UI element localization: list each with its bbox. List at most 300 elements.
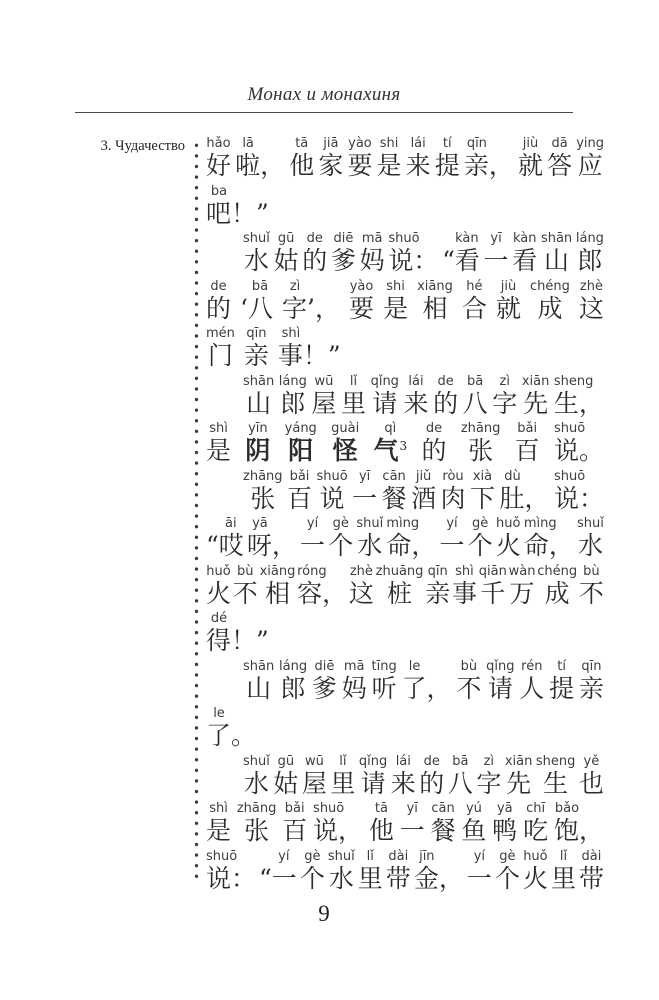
hanzi-text: 这: [348, 578, 374, 608]
hanzi-text: 是: [206, 816, 232, 845]
ruby-unit: [287, 469, 312, 514]
text-line: [206, 849, 604, 894]
pinyin-annotation: shuǐ: [327, 848, 355, 864]
hanzi-text: 八: [462, 388, 488, 418]
ruby-unit: [448, 754, 473, 799]
hanzi-text: 不: [456, 673, 482, 703]
ruby-unit: [342, 659, 367, 704]
pinyin-annotation: lǐ: [349, 373, 358, 389]
hanzi-text: 是: [383, 293, 409, 323]
hanzi-text: 水: [243, 246, 269, 275]
ruby-unit: [470, 469, 495, 514]
ruby-unit: [331, 231, 356, 276]
ruby-unit: [360, 231, 385, 276]
ruby-unit: [282, 801, 307, 846]
pinyin-annotation: lái: [410, 136, 426, 151]
ruby-unit: [524, 516, 574, 561]
pinyin-annotation: gū: [277, 753, 295, 769]
ruby-unit: [328, 516, 353, 561]
text-column: [206, 136, 604, 896]
ruby-unit: [486, 659, 514, 704]
hanzi-text: 啦，: [235, 151, 286, 180]
pinyin-annotation: xiān: [521, 373, 550, 389]
pinyin-annotation: dā: [551, 136, 568, 151]
pinyin-annotation: wū: [304, 753, 324, 769]
pinyin-annotation: bǎi: [284, 801, 305, 816]
ruby-unit: [509, 564, 536, 609]
pinyin-annotation: qīn: [581, 658, 602, 674]
header-rule: [75, 112, 573, 113]
hanzi-text: 爹: [311, 673, 337, 703]
ruby-unit: [442, 231, 480, 276]
ruby-unit: [419, 754, 444, 799]
hanzi-text: 先: [523, 388, 549, 418]
pinyin-annotation: qīn: [466, 136, 487, 151]
hanzi-text: 吧！”: [206, 198, 269, 228]
pinyin-annotation: shuǐ: [356, 516, 384, 531]
ruby-unit: [206, 326, 235, 371]
ruby-unit: [377, 136, 402, 181]
ruby-unit: [243, 231, 270, 276]
pinyin-annotation: mén: [206, 326, 235, 341]
text-line: [206, 136, 604, 181]
ruby-unit: [243, 469, 283, 514]
ruby-unit: [579, 279, 604, 324]
pinyin-annotation: yī: [358, 468, 371, 484]
hanzi-text: 人: [519, 673, 545, 703]
pinyin-annotation: ba: [210, 183, 228, 199]
pinyin-annotation: shì: [455, 563, 474, 579]
text-line: [206, 801, 604, 846]
ruby-unit: [302, 754, 327, 799]
hanzi-text: 百: [514, 436, 540, 465]
hanzi-text: 相: [422, 293, 448, 323]
hanzi-text: 说：: [388, 246, 439, 275]
hanzi-text: 事: [451, 578, 477, 608]
hanzi-text: 要: [349, 293, 375, 323]
hanzi-text: 鱼: [461, 816, 487, 845]
ruby-unit: [421, 421, 446, 466]
ruby-unit: [402, 659, 452, 704]
pinyin-annotation: lǐ: [559, 848, 568, 864]
pinyin-annotation: jiā: [323, 136, 339, 151]
hanzi-text: 合: [461, 293, 487, 323]
ruby-unit: [297, 564, 347, 609]
hanzi-text: 万: [509, 578, 535, 608]
hanzi-text: 水: [577, 531, 603, 560]
pinyin-annotation: bǎi: [289, 468, 310, 484]
ruby-unit: [311, 374, 336, 419]
pinyin-annotation: láng: [279, 658, 308, 674]
hanzi-text: 水: [243, 768, 269, 798]
hanzi-text: 了，: [401, 673, 452, 703]
pinyin-annotation: láng: [278, 373, 307, 389]
ruby-unit: [523, 801, 548, 846]
pinyin-annotation: yáng: [284, 421, 317, 436]
hanzi-text: 肉: [440, 483, 466, 513]
hanzi-text: 说。: [553, 436, 604, 465]
ruby-unit: [462, 279, 487, 324]
hanzi-text: 应: [577, 151, 603, 180]
ruby-unit: [579, 659, 604, 704]
ruby-unit: [206, 564, 231, 609]
pinyin-annotation: cān: [382, 468, 406, 484]
ruby-unit: [554, 374, 604, 419]
ruby-unit: [383, 279, 408, 324]
pinyin-annotation: wū: [314, 373, 334, 389]
pinyin-annotation: huǒ: [206, 563, 231, 579]
ruby-unit: [512, 231, 537, 276]
pinyin-annotation: yí: [278, 848, 290, 864]
pinyin-annotation: bù: [460, 658, 478, 674]
pinyin-annotation: mā: [361, 231, 383, 246]
hanzi-text: 爹: [330, 246, 356, 275]
pinyin-annotation: qīn: [427, 563, 448, 579]
hanzi-text: 气$^3$: [373, 436, 408, 465]
hanzi-text: 说：: [553, 483, 604, 513]
ruby-unit: [382, 469, 407, 514]
text-line: [206, 564, 604, 609]
ruby-unit: [206, 184, 269, 229]
hanzi-text: 屋: [311, 388, 337, 418]
hanzi-text: 亲: [425, 578, 451, 608]
hanzi-text: 请: [372, 388, 398, 418]
pinyin-annotation: shì: [209, 801, 228, 816]
ruby-unit: [522, 374, 550, 419]
hanzi-text: 张: [468, 436, 494, 465]
ruby-unit: [519, 659, 544, 704]
pinyin-annotation: xiāng: [259, 563, 296, 579]
pinyin-annotation: shān: [243, 658, 275, 674]
ruby-unit: [247, 516, 297, 561]
hanzi-text: 张: [250, 483, 276, 513]
pinyin-annotation: shuǐ: [243, 231, 270, 246]
hanzi-text: 相: [264, 578, 290, 608]
hanzi-text: 的: [433, 388, 459, 418]
hanzi-text: 个: [494, 863, 520, 893]
ruby-unit: [433, 374, 458, 419]
pinyin-annotation: xià: [472, 468, 493, 484]
pinyin-annotation: sheng: [535, 753, 576, 769]
pinyin-annotation: zhuāng: [375, 563, 424, 579]
dotted-divider: [194, 140, 199, 882]
hanzi-text: 妈: [341, 673, 367, 703]
ruby-unit: [374, 421, 408, 466]
hanzi-text: 好: [206, 151, 232, 180]
ruby-unit: [376, 564, 424, 609]
pinyin-annotation: lái: [408, 373, 424, 389]
ruby-unit: [341, 374, 366, 419]
pinyin-annotation: yí: [306, 516, 319, 531]
ruby-unit: [352, 469, 377, 514]
hanzi-text: ‘八: [240, 293, 273, 323]
pinyin-annotation: bā: [452, 753, 469, 769]
ruby-unit: [554, 469, 604, 514]
hanzi-text: 水: [357, 531, 383, 560]
pinyin-annotation: mā: [343, 658, 365, 674]
hanzi-text: 怪: [332, 436, 358, 465]
ruby-unit: [259, 849, 297, 894]
pinyin-annotation: le: [213, 706, 225, 721]
ruby-unit: [515, 421, 540, 466]
ruby-unit: [476, 754, 501, 799]
ruby-unit: [463, 374, 488, 419]
pinyin-annotation: zhāng: [460, 421, 501, 436]
ruby-unit: [331, 421, 359, 466]
ruby-unit: [273, 754, 298, 799]
hanzi-text: 里: [357, 863, 383, 893]
ruby-unit: [318, 136, 343, 181]
pinyin-annotation: dé: [210, 611, 228, 626]
ruby-unit: [456, 659, 481, 704]
text-line: [206, 516, 604, 561]
pinyin-annotation: shì: [209, 421, 228, 436]
pinyin-annotation: xiān: [504, 753, 533, 769]
hanzi-text: 生: [543, 768, 569, 798]
pinyin-annotation: shuō: [316, 468, 348, 484]
ruby-unit: [391, 754, 416, 799]
ruby-unit: [464, 136, 514, 181]
pinyin-annotation: shuō: [388, 231, 420, 246]
hanzi-text: 不: [232, 578, 258, 608]
ruby-unit: [461, 421, 501, 466]
pinyin-annotation: ying: [576, 136, 604, 151]
ruby-unit: [549, 659, 574, 704]
ruby-unit: [282, 279, 340, 324]
ruby-unit: [206, 421, 231, 466]
pinyin-annotation: bǎi: [517, 421, 538, 436]
text-line: [206, 374, 604, 419]
ruby-unit: [347, 136, 372, 181]
ruby-unit: [576, 231, 604, 276]
ruby-unit: [554, 801, 604, 846]
ruby-unit: [468, 516, 493, 561]
hanzi-text: 山: [246, 388, 272, 418]
hanzi-text: 容，: [297, 578, 348, 608]
ruby-unit: [349, 564, 374, 609]
ruby-unit: [452, 564, 477, 609]
pinyin-annotation: gè: [499, 848, 516, 864]
hanzi-text: 个: [467, 531, 493, 560]
pinyin-annotation: yā: [496, 801, 513, 816]
ruby-unit: [495, 849, 520, 894]
ruby-unit: [330, 754, 355, 799]
hanzi-text: 说: [319, 483, 345, 513]
hanzi-text: 餐: [381, 483, 407, 513]
pinyin-annotation: shi: [386, 278, 405, 294]
ruby-unit: [411, 469, 436, 514]
pinyin-annotation: kàn: [455, 231, 479, 246]
ruby-unit: [400, 801, 425, 846]
pinyin-annotation: sheng: [553, 373, 594, 389]
hanzi-text: 的: [206, 293, 232, 323]
pinyin-annotation: xiāng: [417, 278, 453, 294]
ruby-unit: [302, 231, 327, 276]
hanzi-text: 鸭: [492, 816, 518, 845]
ruby-unit: [499, 469, 549, 514]
pinyin-annotation: shi: [379, 136, 399, 151]
hanzi-text: 桩: [387, 578, 413, 608]
pinyin-annotation: yú: [465, 801, 482, 816]
text-line: [206, 279, 604, 324]
pinyin-annotation: tí: [442, 136, 452, 151]
ruby-unit: [579, 564, 604, 609]
pinyin-annotation: qǐng: [486, 658, 515, 674]
pinyin-annotation: shān: [243, 373, 275, 389]
pinyin-annotation: lǐ: [366, 848, 374, 864]
pinyin-annotation: yī: [490, 231, 502, 246]
hanzi-text: 门: [207, 341, 233, 370]
pinyin-annotation: gè: [304, 848, 321, 864]
ruby-unit: [359, 754, 387, 799]
hanzi-text: “一: [259, 863, 297, 893]
pinyin-annotation: lǐ: [339, 753, 347, 769]
pinyin-annotation: zì: [289, 278, 301, 294]
pinyin-annotation: dài: [388, 848, 409, 864]
ruby-unit: [274, 231, 299, 276]
hanzi-text: 不: [578, 578, 604, 608]
hanzi-text: 了。: [206, 721, 257, 750]
hanzi-text: 酒: [411, 483, 437, 513]
hanzi-text: 一: [399, 816, 425, 845]
pinyin-annotation: gè: [332, 516, 349, 531]
hanzi-text: 里: [341, 388, 367, 418]
pinyin-annotation: yā: [252, 516, 268, 531]
hanzi-text: 饱，: [553, 816, 604, 845]
pinyin-annotation: yī: [406, 801, 418, 816]
pinyin-annotation: chī: [526, 801, 546, 816]
pinyin-annotation: āi: [224, 516, 237, 531]
hanzi-text: 下: [470, 483, 496, 513]
text-line: [206, 421, 604, 466]
hanzi-text: 八: [447, 768, 473, 798]
pinyin-annotation: diē: [333, 231, 354, 246]
pinyin-annotation: hǎo: [206, 136, 231, 151]
ruby-unit: [492, 374, 517, 419]
hanzi-text: 事！”: [277, 341, 341, 370]
hanzi-text: 请: [487, 673, 513, 703]
pinyin-annotation: de: [425, 421, 443, 436]
ruby-unit: [358, 849, 383, 894]
hanzi-text: 山: [246, 673, 272, 703]
ruby-unit: [316, 469, 347, 514]
ruby-unit: [279, 374, 307, 419]
pinyin-annotation: mìng: [386, 516, 420, 531]
pinyin-annotation: zì: [499, 373, 510, 389]
pinyin-annotation: zì: [483, 753, 495, 769]
pinyin-annotation: bù: [237, 563, 254, 579]
pinyin-annotation: zhè: [349, 563, 373, 579]
hanzi-text: 先: [506, 768, 532, 798]
pinyin-annotation: jiù: [522, 136, 539, 151]
hanzi-text: 千: [480, 578, 506, 608]
ruby-unit: [206, 849, 256, 894]
ruby-unit: [206, 706, 256, 751]
ruby-unit: [244, 326, 269, 371]
hanzi-text: 郎: [280, 388, 306, 418]
pinyin-annotation: diē: [314, 658, 335, 674]
pinyin-annotation: lā: [242, 136, 254, 151]
pinyin-annotation: huǒ: [523, 848, 548, 864]
hanzi-text: 是: [206, 436, 232, 465]
hanzi-text: 他: [289, 151, 315, 180]
hanzi-text: 姑: [273, 768, 299, 798]
ruby-unit: [492, 801, 517, 846]
ruby-unit: [576, 136, 604, 181]
margin-section-label: 3. Чудачество: [100, 138, 185, 154]
hanzi-text: 屋: [301, 768, 327, 798]
hanzi-text: 个: [299, 863, 325, 893]
running-head: [75, 84, 573, 113]
hanzi-text: 字: [492, 388, 518, 418]
hanzi-text: 水: [328, 863, 354, 893]
pinyin-annotation: rén: [521, 658, 543, 674]
pinyin-annotation: kàn: [513, 231, 537, 246]
hanzi-text: 带: [578, 863, 604, 893]
hanzi-text: 吃: [523, 816, 549, 845]
hanzi-text: 亲: [243, 341, 269, 370]
ruby-unit: [312, 659, 337, 704]
hanzi-text: 百: [282, 816, 308, 845]
hanzi-text: 家: [318, 151, 344, 180]
ruby-unit: [579, 754, 604, 799]
hanzi-text: 妈: [359, 246, 385, 275]
pinyin-annotation: cān: [431, 801, 455, 816]
hanzi-text: 火: [206, 578, 232, 608]
ruby-unit: [349, 279, 374, 324]
pinyin-annotation: de: [423, 753, 440, 769]
text-line: [206, 754, 604, 799]
ruby-unit: [206, 801, 231, 846]
pinyin-annotation: hé: [466, 278, 483, 294]
ruby-unit: [386, 849, 411, 894]
hanzi-text: 命，: [523, 531, 574, 560]
pinyin-annotation: tā: [374, 801, 388, 816]
pinyin-annotation: qiān: [478, 563, 507, 579]
hanzi-text: 要: [347, 151, 373, 180]
hanzi-text: 一: [483, 246, 509, 275]
ruby-unit: [406, 136, 431, 181]
pinyin-annotation: wàn: [508, 563, 536, 579]
hanzi-text: 命，: [386, 531, 437, 560]
pinyin-annotation: qǐng: [358, 753, 388, 769]
ruby-unit: [431, 801, 456, 846]
hanzi-text: 得！”: [206, 626, 269, 655]
hanzi-text: 生，: [553, 388, 604, 418]
ruby-unit: [536, 754, 576, 799]
ruby-unit: [369, 801, 394, 846]
text-line: [206, 659, 604, 704]
pinyin-annotation: de: [306, 231, 323, 246]
ruby-unit: [425, 564, 450, 609]
ruby-unit: [371, 374, 399, 419]
hanzi-text: “看: [442, 246, 480, 275]
ruby-unit: [279, 659, 307, 704]
pinyin-annotation: yí: [473, 848, 485, 864]
ruby-unit: [240, 279, 273, 324]
page-number: 9: [318, 901, 330, 926]
hanzi-text: 火: [522, 863, 548, 893]
hanzi-text: 来: [405, 151, 431, 180]
hanzi-text: 肚，: [499, 483, 550, 513]
ruby-unit: [243, 374, 274, 419]
ruby-unit: [404, 374, 429, 419]
pinyin-annotation: shān: [540, 231, 573, 246]
footnote-marker: 3: [399, 438, 408, 453]
hanzi-text: 里: [550, 863, 576, 893]
ruby-unit: [496, 279, 521, 324]
pinyin-annotation: jiǔ: [415, 468, 432, 484]
